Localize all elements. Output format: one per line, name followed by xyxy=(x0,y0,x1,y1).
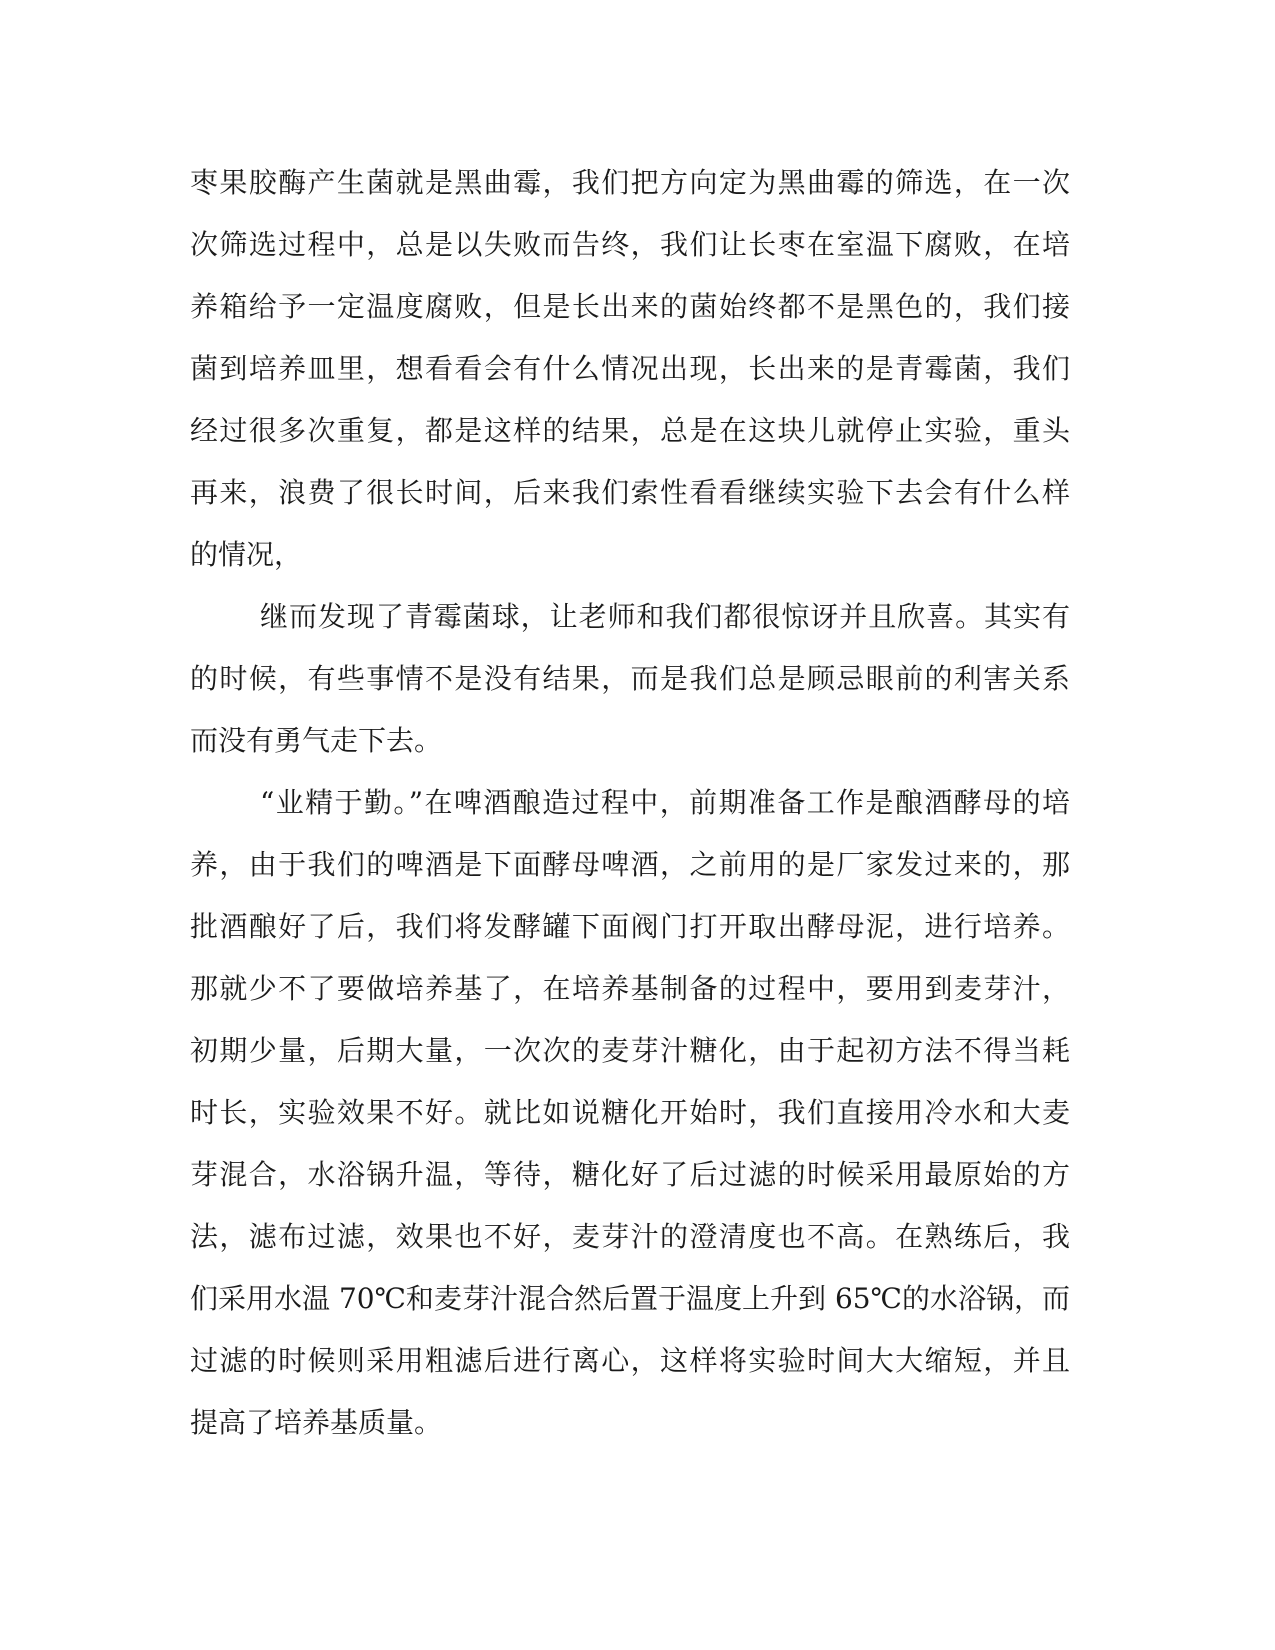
text-line: 们采用水温 70℃和麦芽汁混合然后置于温度上升到 65℃的水浴锅，而 xyxy=(190,1282,1070,1315)
paragraph-1 xyxy=(190,152,1070,586)
paragraph-3 xyxy=(190,772,1070,1454)
text-line: 法，滤布过滤，效果也不好，麦芽汁的澄清度也不高。在熟练后，我 xyxy=(190,1220,1070,1253)
text-line: 再来，浪费了很长时间，后来我们索性看看继续实验下去会有什么样 xyxy=(190,476,1070,509)
text-line: 批酒酿好了后，我们将发酵罐下面阀门打开取出酵母泥，进行培养。 xyxy=(190,910,1070,943)
text-line: 养，由于我们的啤酒是下面酵母啤酒，之前用的是厂家发过来的，那 xyxy=(190,848,1070,881)
text-line: 的情况， xyxy=(190,538,303,571)
text-line: “业精于勤。”在啤酒酿造过程中，前期准备工作是酿酒酵母的培 xyxy=(260,786,1070,819)
text-line: 次筛选过程中，总是以失败而告终，我们让长枣在室温下腐败，在培 xyxy=(190,228,1070,261)
text-line: 菌到培养皿里，想看看会有什么情况出现，长出来的是青霉菌，我们 xyxy=(190,352,1070,385)
text-line: 初期少量，后期大量，一次次的麦芽汁糖化，由于起初方法不得当耗 xyxy=(190,1034,1070,1067)
text-line: 芽混合，水浴锅升温，等待，糖化好了后过滤的时候采用最原始的方 xyxy=(190,1158,1070,1191)
text-line: 经过很多次重复，都是这样的结果，总是在这块儿就停止实验，重头 xyxy=(190,414,1070,447)
text-line: 养箱给予一定温度腐败，但是长出来的菌始终都不是黑色的，我们接 xyxy=(190,290,1070,323)
text-line: 枣果胶酶产生菌就是黑曲霉，我们把方向定为黑曲霉的筛选，在一次 xyxy=(190,166,1070,199)
text-line: 提高了培养基质量。 xyxy=(190,1406,443,1439)
text-line: 的时候，有些事情不是没有结果，而是我们总是顾忌眼前的利害关系 xyxy=(190,662,1070,695)
text-line: 继而发现了青霉菌球，让老师和我们都很惊讶并且欣喜。其实有 xyxy=(260,600,1070,633)
paragraph-2 xyxy=(190,586,1070,772)
document-body xyxy=(190,152,1070,1454)
text-line: 而没有勇气走下去。 xyxy=(190,724,443,757)
text-line: 时长，实验效果不好。就比如说糖化开始时，我们直接用冷水和大麦 xyxy=(190,1096,1070,1129)
text-line: 过滤的时候则采用粗滤后进行离心，这样将实验时间大大缩短，并且 xyxy=(190,1344,1070,1377)
text-line: 那就少不了要做培养基了，在培养基制备的过程中，要用到麦芽汁， xyxy=(190,972,1070,1005)
